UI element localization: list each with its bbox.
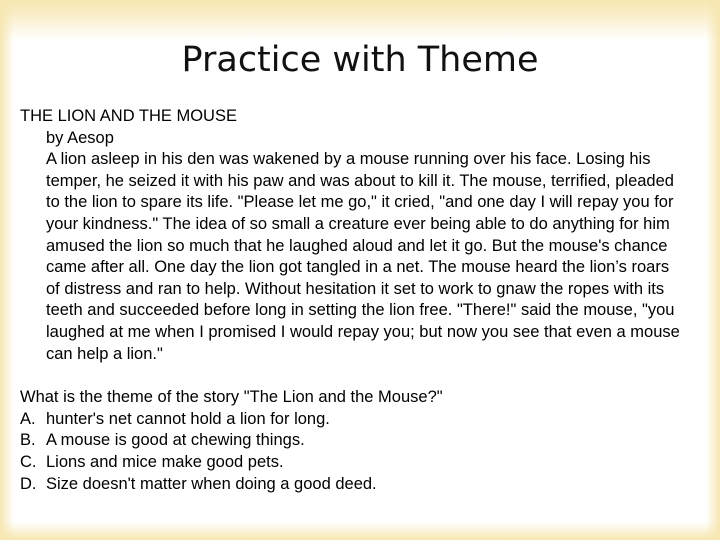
answer-option-d — [20, 474, 710, 496]
option-text: Size doesn't matter when doing a good deed. — [46, 474, 377, 493]
border-glow-top — [0, 0, 720, 40]
slide-title: Practice with Theme — [181, 40, 539, 80]
option-letter: D. — [20, 474, 37, 493]
answer-option-a — [20, 409, 710, 431]
answer-options — [20, 409, 710, 495]
story-title: THE LION AND THE MOUSE — [20, 107, 237, 125]
border-glow-left — [0, 0, 14, 540]
answer-option-c — [20, 452, 710, 474]
story-text: A lion asleep in his den was wakened by a mouse running over his face. Losing his temper, he seized it with his paw and was about to kill it. The mouse, terrified, pleaded to the lion to spare its life. "Please let me go," it cried, "and one day I will repay you for your kindness." The idea of so small a creature ever being able to do anything for him amused the lion so much that he laughed aloud and let it go. But the mouse's chance came after all. One day the lion got tangled in a net. The mouse heard the lion’s roars of distress and ran to help. Without hesitation it set to work to gnaw the ropes with its teeth and succeeded before long in setting the lion free. "There!" said the mouse, "you laughed at me when I promised I would repay you; but now you see that even a mouse can help a lion." — [46, 150, 680, 363]
option-text: Lions and mice make good pets. — [46, 452, 284, 471]
option-letter: A. — [20, 409, 36, 428]
option-letter: B. — [20, 431, 36, 450]
option-text: hunter's net cannot hold a lion for long. — [46, 409, 330, 428]
story-author: by Aesop — [46, 128, 114, 147]
option-text: A mouse is good at chewing things. — [46, 431, 305, 450]
slide-body — [20, 106, 710, 495]
question-text: What is the theme of the story "The Lion and the Mouse?" — [20, 388, 443, 407]
answer-option-b — [20, 430, 710, 452]
option-letter: C. — [20, 452, 37, 471]
border-glow-bottom — [0, 522, 720, 540]
